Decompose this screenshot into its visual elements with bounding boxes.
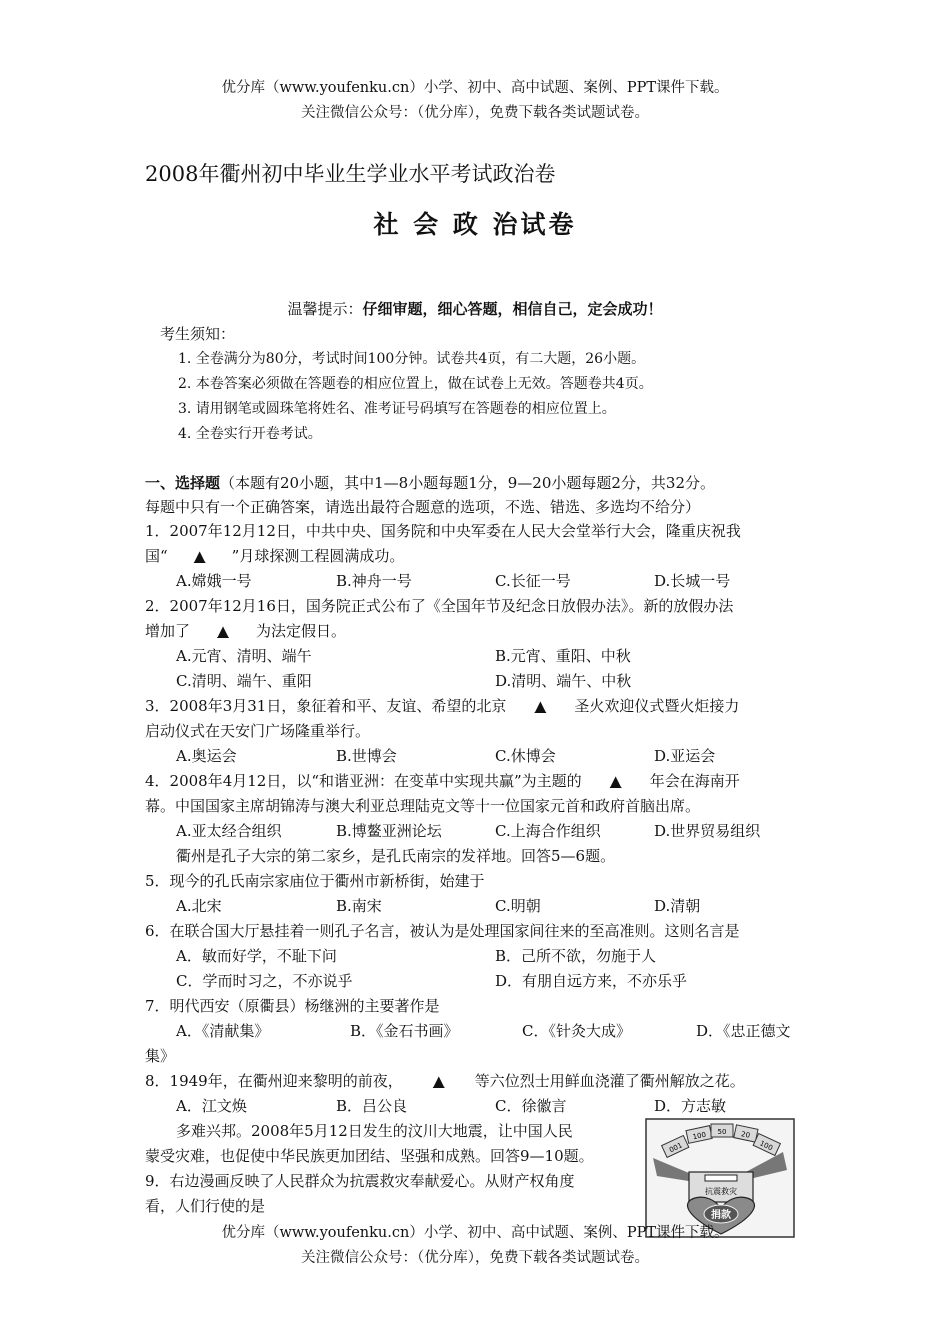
exam-subtitle: 社 会 政 治试卷	[373, 210, 577, 239]
q1-text-2: ”月球探测工程圆满成功。	[231, 547, 405, 565]
bill-label: 100	[758, 1139, 774, 1153]
q3-stem	[145, 695, 739, 716]
q2-option-d: D.清明、端午、中秋	[495, 672, 632, 690]
q2-text: 增加了	[145, 622, 191, 640]
q8-option-d: D．方志敏	[654, 1097, 727, 1115]
tip-line	[0, 298, 950, 319]
notice-item: 2. 本卷答案必须做在答题卷的相应位置上，做在试卷上无效。答题卷共4页。	[178, 376, 653, 392]
answer-blank: ▲	[432, 1072, 445, 1090]
section1-heading	[145, 472, 715, 493]
answer-blank: ▲	[534, 697, 547, 715]
answer-blank: ▲	[193, 547, 206, 565]
q9-stem-2: 看，人们行使的是	[145, 1197, 266, 1215]
q5-option-d: D.清朝	[654, 897, 701, 915]
heart-label: 捐款	[711, 1210, 731, 1221]
q8-option-b: B．吕公良	[336, 1097, 408, 1115]
answer-blank: ▲	[217, 622, 229, 640]
intro-9-10-2: 蒙受灾难，也促使中华民族更加团结、坚强和成熟。回答9—10题。	[145, 1147, 594, 1165]
q8-text-2: 等六位烈士用鲜血浇灌了衢州解放之花。	[474, 1072, 745, 1090]
answer-blank: ▲	[609, 772, 622, 790]
q4-text-2: 年会在海南开	[649, 772, 740, 790]
q4-option-b: B.博鳌亚洲论坛	[336, 822, 442, 840]
q6-option-b: B．己所不欲，勿施于人	[495, 947, 657, 965]
q2-stem-2	[145, 620, 346, 641]
header-line-1: 优分库（www.youfenku.cn）小学、初中、高中试题、案例、PPT课件下载。	[221, 80, 729, 96]
bill-label: 100	[692, 1130, 707, 1142]
q7-option-d: D．《忠正德文	[696, 1022, 791, 1040]
q7-option-a: A．《清献集》	[176, 1022, 270, 1040]
exam-title: 2008年衢州初中毕业生学业水平考试政治卷	[145, 162, 556, 186]
q7-option-b: B．《金石书画》	[350, 1022, 459, 1040]
q3-option-b: B.世博会	[336, 747, 397, 765]
q4-option-c: C.上海合作组织	[495, 822, 601, 840]
q8-option-a: A．江文焕	[176, 1097, 247, 1115]
section1-label: 一、选择题	[145, 474, 221, 492]
q2-text-2: 为法定假日。	[256, 622, 347, 640]
section1-desc: （本题有20小题，其中1—8小题每题1分，9—20小题每题2分，共32分。	[220, 474, 715, 492]
q4-option-d: D.世界贸易组织	[654, 822, 761, 840]
notice-item: 1. 全卷满分为80分，考试时间100分钟。试卷共4页，有二大题，26小题。	[178, 351, 646, 367]
q3-stem-2: 启动仪式在天安门广场隆重举行。	[145, 722, 371, 740]
header-line-2: 关注微信公众号：（优分库），免费下载各类试题试卷。	[301, 105, 649, 121]
q4-stem	[145, 770, 740, 791]
tip-label: 温馨提示：	[287, 300, 363, 318]
box-slot	[705, 1175, 737, 1181]
q6-option-c: C．学而时习之，不亦说乎	[176, 972, 353, 990]
box-label: 抗震救灾	[705, 1187, 737, 1196]
notice-item: 3. 请用钢笔或圆珠笔将姓名、准考证号码填写在答题卷的相应位置上。	[178, 401, 616, 417]
q8-option-c: C．徐徽言	[495, 1097, 567, 1115]
section1-desc-2: 每题中只有一个正确答案，请选出最符合题意的选项，不选、错选、多选均不给分）	[145, 498, 701, 516]
bill-label: 50	[717, 1128, 727, 1136]
donation-cartoon	[645, 1118, 795, 1238]
notice-item: 4. 全卷实行开卷考试。	[178, 426, 322, 442]
q2-option-b: B.元宵、重阳、中秋	[495, 647, 631, 665]
q3-text-2: 圣火欢迎仪式暨火炬接力	[574, 697, 740, 715]
q3-option-a: A.奥运会	[176, 747, 237, 765]
q2-stem: 2．2007年12月16日，国务院正式公布了《全国年节及纪念日放假办法》。新的放假办法	[145, 597, 734, 615]
q6-option-a: A．敏而好学，不耻下问	[176, 947, 337, 965]
q2-option-a: A.元宵、清明、端午	[176, 647, 312, 665]
q7-option-c: C．《针灸大成》	[522, 1022, 631, 1040]
q1-stem-2	[145, 545, 404, 566]
q6-option-d: D．有朋自远方来，不亦乐乎	[495, 972, 688, 990]
q4-text: 4．2008年4月12日，以“和谐亚洲：在变革中实现共赢”为主题的	[145, 772, 582, 790]
bill-label: 20	[740, 1130, 751, 1140]
q7-stem: 7．明代西安（原衢县）杨继洲的主要著作是	[145, 997, 440, 1015]
q8-stem	[145, 1070, 745, 1091]
q4-stem-2: 幕。中国国家主席胡锦涛与澳大利亚总理陆克文等十一位国家元首和政府首脑出席。	[145, 797, 701, 815]
q5-option-b: B.南宋	[336, 897, 382, 915]
footer-line-2: 关注微信公众号：（优分库），免费下载各类试题试卷。	[301, 1250, 649, 1266]
notice-heading: 考生须知：	[160, 325, 236, 343]
q8-text: 8．1949年，在衢州迎来黎明的前夜，	[145, 1072, 403, 1090]
q1-text: 国“	[145, 547, 168, 565]
q1-option-c: C.长征一号	[495, 572, 571, 590]
q6-stem: 6．在联合国大厅悬挂着一则孔子名言，被认为是处理国家间往来的至高准则。这则名言是	[145, 922, 740, 940]
q1-option-d: D.长城一号	[654, 572, 731, 590]
q1-stem: 1．2007年12月12日，中共中央、国务院和中央军委在人民大会堂举行大会，隆重庆祝我	[145, 522, 741, 540]
q1-option-a: A.嫦娥一号	[176, 572, 252, 590]
tip-text: 仔细审题，细心答题，相信自己，定会成功！	[362, 300, 663, 318]
q5-stem: 5．现今的孔氏南宗家庙位于衢州市新桥街，始建于	[145, 872, 485, 890]
q1-option-b: B.神舟一号	[336, 572, 412, 590]
intro-9-10: 多难兴邦。2008年5月12日发生的汶川大地震，让中国人民	[176, 1122, 573, 1140]
q3-text: 3．2008年3月31日，象征着和平、友谊、希望的北京	[145, 697, 507, 715]
q4-option-a: A.亚太经合组织	[176, 822, 282, 840]
q9-stem: 9．右边漫画反映了人民群众为抗震救灾奉献爱心。从财产权角度	[145, 1172, 575, 1190]
q5-option-a: A.北宋	[176, 897, 222, 915]
q3-option-c: C.休博会	[495, 747, 556, 765]
q2-option-c: C.清明、端午、重阳	[176, 672, 312, 690]
intro-5-6: 衢州是孔子大宗的第二家乡，是孔氏南宗的发祥地。回答5—6题。	[176, 847, 616, 865]
footer-line-1: 优分库（www.youfenku.cn）小学、初中、高中试题、案例、PPT课件下载。	[221, 1225, 729, 1241]
q7-option-d-cont: 集》	[145, 1047, 176, 1065]
bill-label: 001	[668, 1141, 684, 1155]
q5-option-c: C.明朝	[495, 897, 541, 915]
q3-option-d: D.亚运会	[654, 747, 716, 765]
